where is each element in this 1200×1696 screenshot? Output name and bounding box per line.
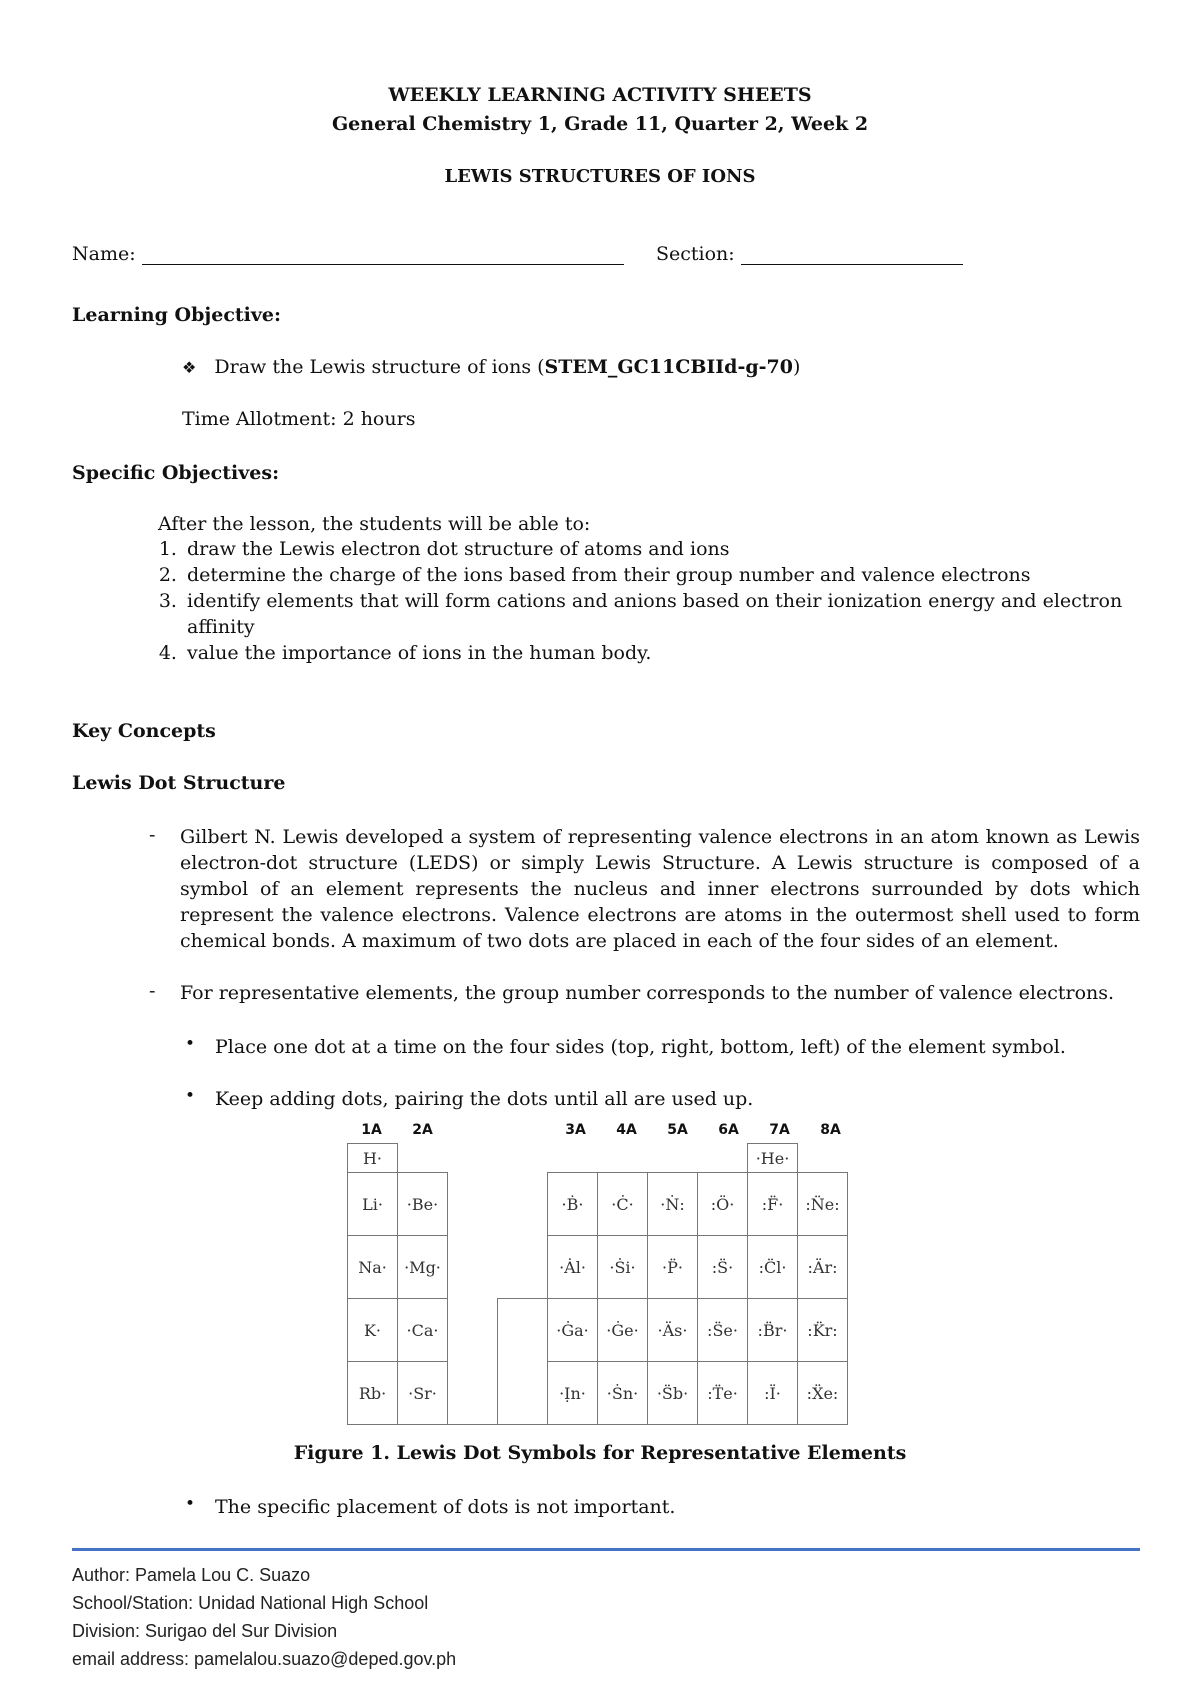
section-label: Section:: [656, 243, 735, 265]
table-cell: :Ẍe:: [798, 1362, 848, 1425]
table-cell: ·He·: [748, 1144, 798, 1173]
bullet-item-2: Keep adding dots, pairing the dots until all are used up.: [215, 1088, 754, 1110]
group-label-4a: 4A: [616, 1122, 637, 1138]
table-cell: :B̈r·: [748, 1299, 798, 1362]
learning-objective-item: [182, 356, 800, 378]
table-cell: ·P̈·: [648, 1236, 698, 1299]
list-item: 3. identify elements that will form cations and anions based on their ionization energy and electron affinity: [183, 588, 1183, 640]
header-line-1: WEEKLY LEARNING ACTIVITY SHEETS: [388, 84, 812, 106]
table-cell: :N̈e:: [798, 1173, 848, 1236]
table-cell: :C̈l·: [748, 1236, 798, 1299]
name-label: Name:: [72, 243, 136, 265]
table-cell: H·: [348, 1144, 398, 1173]
table-cell: ·Ḃ·: [548, 1173, 598, 1236]
objective-text: Draw the Lewis structure of ions (: [214, 356, 545, 378]
bullet-item-1: Place one dot at a time on the four sides (top, right, bottom, left) of the element symbol.: [215, 1036, 1066, 1058]
bullet-item-3: The specific placement of dots is not important.: [215, 1496, 676, 1518]
objective-code: STEM_GC11CBIId-g-70: [544, 356, 793, 378]
name-field: [72, 243, 624, 265]
bullet-icon: •: [185, 1086, 196, 1106]
table-row: [348, 1299, 848, 1362]
table-cell: ·Äs·: [648, 1299, 698, 1362]
table-cell: Rb·: [348, 1362, 398, 1425]
footer-email[interactable]: email address: pamelalou.suazo@deped.gov.ph: [72, 1649, 457, 1669]
table-cell: Li·: [348, 1173, 398, 1236]
specific-objectives-intro: After the lesson, the students will be able to:: [158, 513, 591, 535]
section-field: [656, 243, 963, 265]
table-cell: ·Sr·: [398, 1362, 448, 1425]
table-cell: ·Mg·: [398, 1236, 448, 1299]
list-item: 1. draw the Lewis electron dot structure of atoms and ions: [183, 536, 1183, 562]
footer-division: Division: Surigao del Sur Division: [72, 1621, 338, 1641]
table-cell: :S̈·: [698, 1236, 748, 1299]
table-cell: ·Ṡi·: [598, 1236, 648, 1299]
lewis-dot-heading: Lewis Dot Structure: [72, 772, 286, 794]
diamond-bullet-icon: ❖: [182, 358, 197, 377]
lewis-paragraph-1: Gilbert N. Lewis developed a system of representing valence electrons in an atom known as Lewis electron-dot structure (LEDS) or simply Lewis Structure. A Lewis structure is composed of a symbol of an element represents the nucleus and inner electrons surrounded by dots which represent the valence electrons. Valence electrons are atoms in the outermost shell used to form chemical bonds. A maximum of two dots are placed in each of the four sides of an element.: [180, 826, 1140, 952]
section-blank[interactable]: [741, 244, 963, 265]
table-cell: :Är:: [798, 1236, 848, 1299]
dash-icon: -: [149, 980, 156, 1002]
table-cell: :K̈r:: [798, 1299, 848, 1362]
table-row: [348, 1144, 848, 1173]
table-cell: ·Be·: [398, 1173, 448, 1236]
table-cell: ·Ṡn·: [598, 1362, 648, 1425]
table-cell: :Ö·: [698, 1173, 748, 1236]
page-title: LEWIS STRUCTURES OF IONS: [444, 166, 756, 187]
figure-caption: Figure 1. Lewis Dot Symbols for Representative Elements: [293, 1442, 907, 1464]
table-cell: ·S̈b·: [648, 1362, 698, 1425]
specific-objectives-list: [138, 536, 1183, 666]
table-cell: :Ï·: [748, 1362, 798, 1425]
table-cell: :S̈e·: [698, 1299, 748, 1362]
table-cell: ·Ịn·: [548, 1362, 598, 1425]
table-row: [348, 1236, 848, 1299]
group-label-6a: 6A: [718, 1122, 739, 1138]
table-cell: ·Ġe·: [598, 1299, 648, 1362]
table-cell: ·Ca·: [398, 1299, 448, 1362]
objective-close: ): [792, 356, 801, 378]
footer-school: School/Station: Unidad National High School: [72, 1593, 429, 1613]
lewis-paragraph-2: For representative elements, the group number corresponds to the number of valence electrons.: [180, 982, 1115, 1004]
dash-icon: -: [149, 824, 156, 846]
lewis-dot-table: [347, 1143, 848, 1425]
table-cell: :T̈e·: [698, 1362, 748, 1425]
group-label-5a: 5A: [667, 1122, 688, 1138]
table-cell: ·Ċ·: [598, 1173, 648, 1236]
header-line-2: General Chemistry 1, Grade 11, Quarter 2, Week 2: [331, 113, 869, 135]
table-row: [348, 1173, 848, 1236]
footer-author: Author: Pamela Lou C. Suazo: [72, 1565, 311, 1585]
list-item: 4. value the importance of ions in the human body.: [183, 640, 1183, 666]
table-cell: ·Ġa·: [548, 1299, 598, 1362]
group-label-7a: 7A: [769, 1122, 790, 1138]
table-cell: ·Ȧl·: [548, 1236, 598, 1299]
time-allotment: Time Allotment: 2 hours: [182, 408, 416, 430]
list-item: 2. determine the charge of the ions based from their group number and valence electrons: [183, 562, 1183, 588]
table-cell: K·: [348, 1299, 398, 1362]
group-label-1a: 1A: [361, 1122, 382, 1138]
bullet-icon: •: [185, 1034, 196, 1054]
learning-objective-heading: Learning Objective:: [72, 304, 282, 326]
footer-divider: [72, 1548, 1140, 1551]
specific-objectives-heading: Specific Objectives:: [72, 462, 280, 484]
key-concepts-heading: Key Concepts: [72, 720, 216, 742]
group-label-3a: 3A: [565, 1122, 586, 1138]
table-cell: Na·: [348, 1236, 398, 1299]
table-cell: ·Ṅ:: [648, 1173, 698, 1236]
table-cell: :F̈·: [748, 1173, 798, 1236]
name-blank[interactable]: [142, 244, 624, 265]
group-label-8a: 8A: [820, 1122, 841, 1138]
table-row: [348, 1362, 848, 1425]
group-label-2a: 2A: [412, 1122, 433, 1138]
bullet-icon: •: [185, 1494, 196, 1514]
